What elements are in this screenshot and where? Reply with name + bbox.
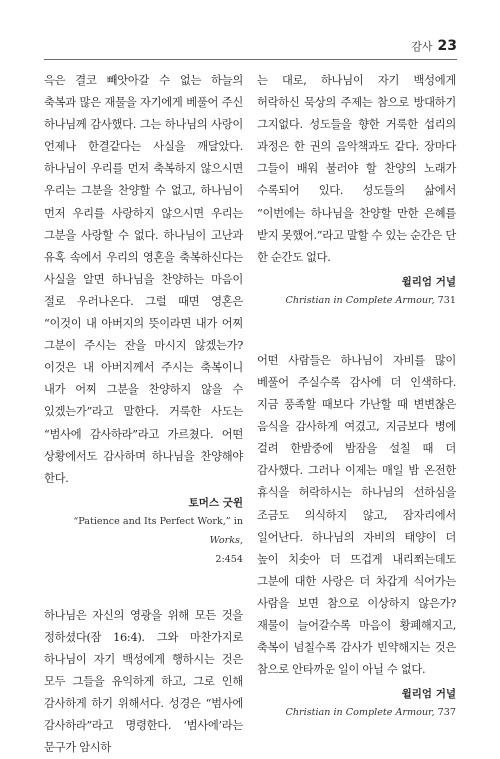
source-page: 737 (434, 707, 456, 719)
quote-paragraph: 하나님은 자신의 영광을 위해 모든 것을 정하셨다(잠 16:4). 그와 마찬가지로 하나님이 자기 백성에게 행하시는 것은 모두 그들을 유익하게 하고, 그로 인해 감사하게 하기 위해서다. 성경은 “범사에 감사하라”라고 명령한다. ‘범사에’라는 문구가 암시하 (44, 608, 243, 755)
quote-paragraph: 윽은 결코 빼앗아갈 수 없는 하늘의 축복과 많은 재물을 자기에게 베풀어 주신 하나님께 감사했다. 그는 하나님의 사랑이 언제나 한결같다는 사실을 깨달았다. 하나님이 우리를 먼저 축복하지 않으시면 우리는 그분을 찬양할 수 없고, 하나님이 먼저 우리를 사랑하지 않으시면 우리는 그분을 사랑할 수 없다. 하나님이 고난과 유혹 속에서 우리의 영혼을 축복하신다는 사실을 알면 하나님을 찬양하는 마음이 절로 우러나온다. 그럴 때면 영혼은 “이것이 내 아버지의 뜻이라면 내가 어찌 그분이 주시는 잔을 마시지 않겠는가? 이것은 내 아버지께서 주시는 축복이니 내가 어찌 그분을 찬양하지 않을 수 있겠는가”라고 말한다. 거룩한 사도는 “범사에 감사하라”라고 가르쳤다. 어떤 상황에서도 감사하며 하나님을 찬양해야 한다. (44, 74, 243, 485)
quote-source (44, 512, 243, 569)
page-header (411, 38, 457, 54)
quote-source (257, 291, 456, 310)
source-title: “Patience and Its Perfect Work,” in (73, 515, 243, 527)
quote-paragraph: 어떤 사람들은 하나님이 자비를 많이 베풀어 주실수록 감사에 더 인색하다. 지금 풍족할 때보다 가난할 때 변변찮은 음식을 감사하게 여겼고, 지금보다 병에 걸려 한밤중에 밤잠을 설칠 때 더 감사했다. 그러나 이제는 매일 밤 온전한 휴식을 허락하시는 하나님의 선하심을 조금도 의식하지 않고, 잠자리에서 일어난다. 하나님의 자비의 태양이 더 높이 치솟아 더 뜨겁게 내리쬐는데도 그분에 대한 사랑은 더 차갑게 식어가는 사람을 보면 참으로 이상하지 않은가? 재물이 늘어갈수록 마음이 황폐해지고, 축복이 넘칠수록 감사가 빈약해지는 것은 참으로 안타까운 일이 아닐 수 없다. (257, 353, 456, 677)
page-number: 23 (437, 38, 457, 54)
source-work: Works, (209, 534, 243, 546)
quote-author: 윌리엄 거널 (401, 688, 456, 701)
running-title: 감사 (411, 40, 433, 53)
source-reference: 2:454 (215, 553, 243, 565)
source-work: Christian in Complete Armour, (285, 294, 435, 306)
right-column (257, 70, 456, 722)
quote-paragraph: 는 대로, 하나님이 자기 백성에게 허락하신 묵상의 주제는 참으로 방대하기 그지없다. 성도들을 향한 거룩한 섭리의 과정은 한 권의 음악책과도 같다. 장마다 그들이 배워 불러야 할 찬양의 노래가 수록되어 있다. 성도들의 삶에서 “이번에는 하나님을 찬양할 만한 은혜를 받지 못했어.”라고 말할 수 있는 순간은 단 한 순간도 없다. (257, 74, 456, 264)
quote-author: 토머스 굿윈 (188, 496, 243, 509)
block-spacer (257, 310, 456, 350)
source-page: 731 (434, 294, 456, 306)
header-rule (44, 59, 457, 60)
block-spacer (44, 569, 243, 605)
left-column (44, 70, 243, 759)
quote-author: 윌리엄 거널 (401, 275, 456, 288)
source-work: Christian in Complete Armour, (285, 707, 435, 719)
quote-source (257, 703, 456, 722)
